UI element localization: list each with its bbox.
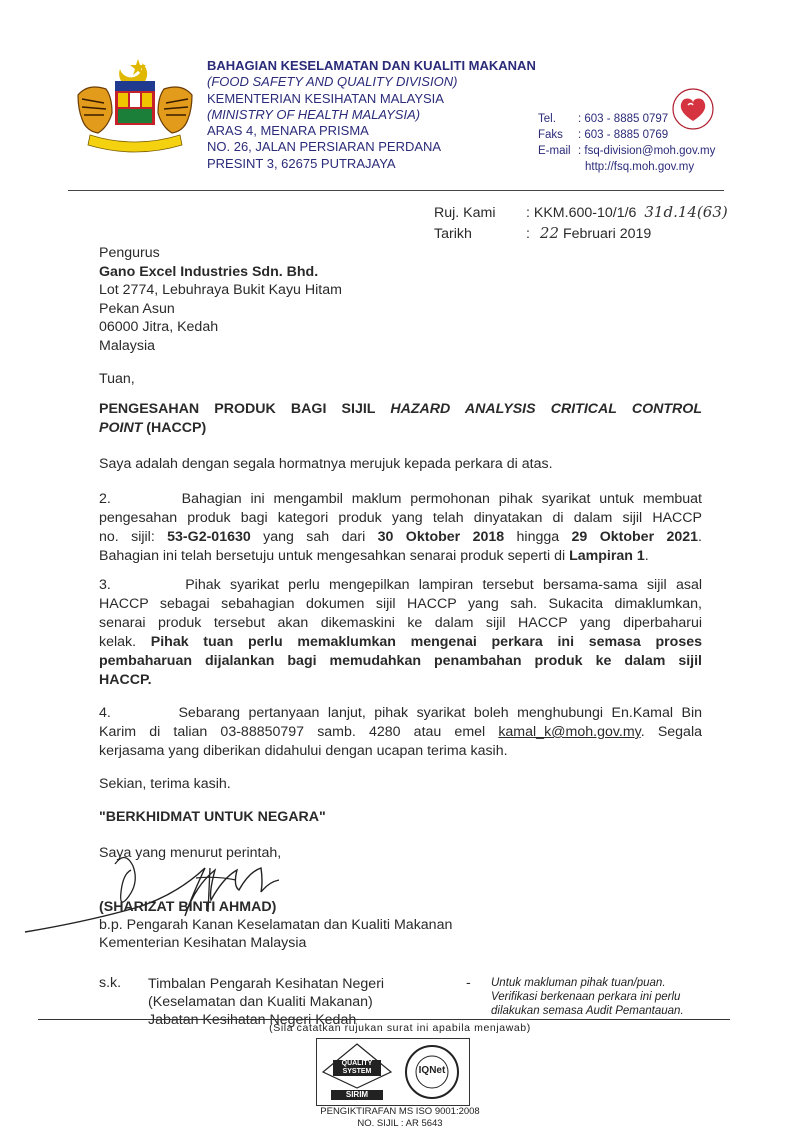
cc-dash: - <box>466 975 471 991</box>
paragraph-2 <box>99 490 702 566</box>
footer-notice: (Sila catatkan rujukan surat ini apabila menjawab) <box>269 1022 531 1034</box>
para2-line-3: no. sijil: 53-G2-01630 yang sah dari 30 Oktober 2018 hingga 29 Oktober 2021. <box>99 529 702 545</box>
fax-value: : 603 - 8885 0769 <box>578 129 669 141</box>
recipient-line-4: Malaysia <box>99 337 155 354</box>
para3-line-6: HACCP. <box>99 672 152 688</box>
certification-text <box>0 1106 800 1129</box>
email-label: E-mail <box>538 145 571 157</box>
subject <box>99 400 702 438</box>
para3-line-1: 3. Pihak syarikat perlu mengepilkan lampiran tersebut bersama-sama sijil asal <box>99 577 702 593</box>
ministry-name-en: (MINISTRY OF HEALTH MALAYSIA) <box>207 106 421 122</box>
cc-line-1: Timbalan Pengarah Kesihatan Negeri <box>148 976 385 992</box>
fax-label: Faks <box>538 129 563 141</box>
cc-line-2: (Keselamatan dan Kualiti Makanan) <box>148 994 373 1010</box>
cc-note-3: dilakukan semasa Audit Pemantauan. <box>491 1005 684 1017</box>
para2-line-2: pengesahan produk bagi kategori produk yang telah dinyatakan di dalam sijil HACCP <box>99 510 702 526</box>
para3-line-3: senarai produk tersebut akan dikemaskini ke dalam sijil HACCP yang diperbaharui <box>99 615 702 631</box>
iqnet-label: IQNet <box>418 1065 446 1076</box>
signatory-ministry: Kementerian Kesihatan Malaysia <box>99 935 307 951</box>
para3-line-5: pembaharuan dijalankan bagi memudahkan penambahan produk ke dalam sijil <box>99 653 702 669</box>
qs-line-2: SYSTEM <box>342 1068 372 1075</box>
cc-note <box>491 976 684 1018</box>
recipient-company: Gano Excel Industries Sdn. Bhd. <box>99 263 319 280</box>
email-value: : fsq-division@moh.gov.my <box>578 145 716 157</box>
reference-block <box>434 202 774 244</box>
subject-part-2: HAZARD ANALYSIS CRITICAL CONTROL <box>390 401 702 417</box>
para2-line-4: Bahagian ini telah bersetuju untuk mengesahkan senarai produk seperti di Lampiran 1. <box>99 548 649 564</box>
recipient-line-2: Pekan Asun <box>99 300 175 317</box>
subject-part-4: (HACCP) <box>142 420 207 436</box>
paragraph-4 <box>99 704 702 761</box>
sirim-logo <box>321 1042 393 1102</box>
signatory-block <box>99 898 452 952</box>
para2-line-1: 2. Bahagian ini mengambil maklum permohonan pihak syarikat untuk membuat <box>99 491 702 507</box>
closing: Sekian, terima kasih. <box>99 776 231 792</box>
signatory-name: (SHARIZAT BINTI AHMAD) <box>99 899 277 915</box>
sirim-label: SIRIM <box>345 1090 369 1099</box>
subject-part-3: POINT <box>99 420 143 436</box>
qs-line-1: QUALITY <box>341 1060 373 1067</box>
subject-part-1: PENGESAHAN PRODUK BAGI SIJIL <box>99 401 391 417</box>
recipient-address <box>99 244 499 355</box>
tel-value: : 603 - 8885 0797 <box>578 113 669 125</box>
ministry-name-ms: KEMENTERIAN KESIHATAN MALAYSIA <box>207 90 444 106</box>
tarikh-label: Tarikh <box>434 226 472 242</box>
para4-line-1: 4. Sebarang pertanyaan lanjut, pihak syarikat boleh menghubungi En.Kamal Bin <box>99 705 702 721</box>
ruj-value: : KKM.600-10/1/6 <box>526 205 637 221</box>
division-name-ms: BAHAGIAN KESELAMATAN DAN KUALITI MAKANAN <box>207 58 536 73</box>
website-link[interactable]: http://fsq.moh.gov.my <box>585 161 695 173</box>
cc-note-2: Verifikasi berkenaan perkara ini perlu <box>491 991 681 1003</box>
recipient-title: Pengurus <box>99 245 160 261</box>
contact-block <box>538 111 728 175</box>
para4-line-3: kerjasama yang diberikan didahului dengan ucapan terima kasih. <box>99 743 508 759</box>
salutation: Tuan, <box>99 371 135 387</box>
ruj-label: Ruj. Kami <box>434 205 496 221</box>
motto: "BERKHIDMAT UNTUK NEGARA" <box>99 809 326 825</box>
tel-label: Tel. <box>538 113 556 125</box>
para3-line-4: kelak. Pihak tuan perlu memaklumkan mengenai perkara ini semasa proses <box>99 634 702 650</box>
email-link[interactable]: kamal_k@moh.gov.my <box>498 724 641 740</box>
ruj-handwritten: 31d.14(63) <box>644 203 728 221</box>
address-line-2: NO. 26, JALAN PERSIARAN PERDANA <box>207 139 442 155</box>
tarikh-day-handwritten: 22 <box>539 224 559 242</box>
cc-line-3: Jabatan Kesihatan Negeri Kedah <box>148 1012 357 1028</box>
address-line-3: PRESINT 3, 62675 PUTRAJAYA <box>207 155 396 171</box>
cert-line-2: NO. SIJIL : AR 5643 <box>357 1117 443 1129</box>
footer-divider <box>38 1019 730 1020</box>
address-line-1: ARAS 4, MENARA PRISMA <box>207 123 369 139</box>
cert-line-1: PENGIKTIRAFAN MS ISO 9001:2008 <box>320 1106 480 1117</box>
signoff: Saya yang menurut perintah, <box>99 845 282 861</box>
recipient-line-3: 06000 Jitra, Kedah <box>99 319 219 335</box>
cc-recipient <box>148 975 384 1029</box>
cc-note-1: Untuk makluman pihak tuan/puan. <box>491 977 666 989</box>
letterhead-text <box>207 58 567 172</box>
signatory-position: b.p. Pengarah Kanan Keselamatan dan Kualiti Makanan <box>99 917 453 933</box>
para4-line-2: Karim di talian 03-88850797 samb. 4280 atau emel kamal_k@moh.gov.my. Segala <box>99 724 702 740</box>
paragraph-3 <box>99 576 702 690</box>
tarikh-month-year: Februari 2019 <box>562 226 652 242</box>
header-divider <box>68 190 724 191</box>
tarikh-colon: : <box>526 226 530 242</box>
cc-label: s.k. <box>99 975 122 991</box>
paragraph-1: Saya adalah dengan segala hormatnya merujuk kepada perkara di atas. <box>99 456 553 472</box>
para3-line-2: HACCP sebagai sebahagian dokumen sijil HACCP yang sah. Sukacita dimaklumkan, <box>99 596 702 612</box>
recipient-line-1: Lot 2774, Lebuhraya Bukit Kayu Hitam <box>99 282 342 298</box>
division-name-en: (FOOD SAFETY AND QUALITY DIVISION) <box>207 74 458 90</box>
quality-system-certification <box>316 1038 470 1106</box>
coat-of-arms-logo <box>70 55 200 155</box>
iqnet-logo <box>403 1044 461 1100</box>
